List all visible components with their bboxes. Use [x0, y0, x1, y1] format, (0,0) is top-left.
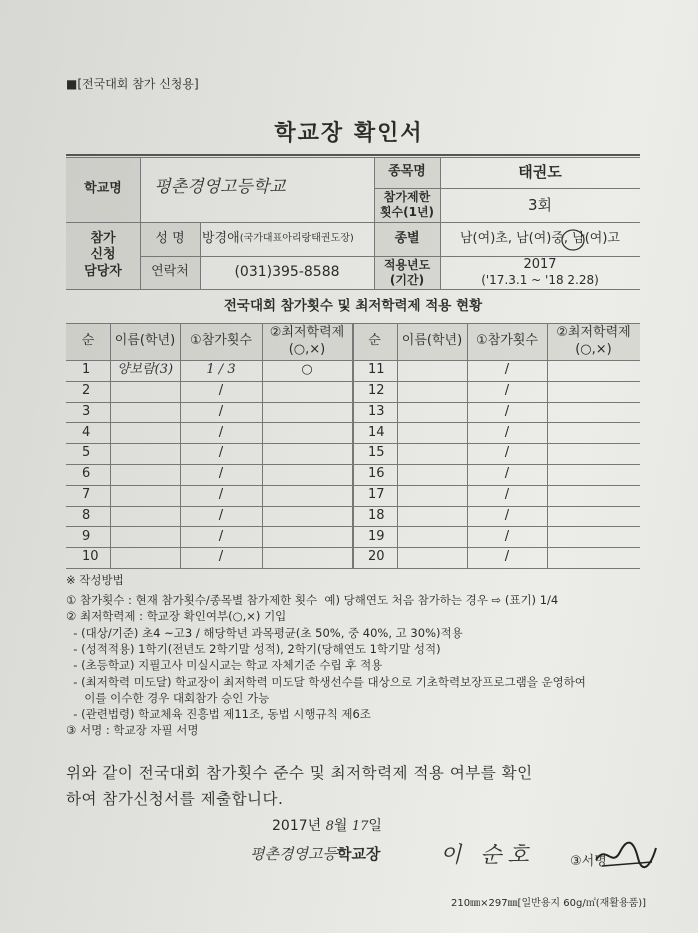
- note-line: - (초등학교) 지필고사 미실시교는 학교 자체기준 수립 후 적용: [66, 658, 383, 672]
- header-count-right: ①참가횟수: [476, 333, 538, 349]
- table-cell-name: [397, 422, 467, 443]
- table-cell-no: 2: [82, 383, 91, 399]
- year-value: 2017: [523, 256, 557, 272]
- note-line: ※ 작성방법: [66, 573, 124, 587]
- table-cell-no: 3: [82, 403, 91, 419]
- table-title: 전국대회 참가횟수 및 최저학력제 적용 현황: [223, 298, 483, 315]
- table-cell-count: /: [504, 549, 510, 565]
- table-cell-count: /: [504, 403, 510, 419]
- table-cell-no: 15: [368, 445, 385, 461]
- event-label: 종목명: [388, 164, 426, 180]
- table-cell-min: [547, 506, 640, 527]
- table-cell-count: /: [218, 466, 224, 482]
- header-min-right: ②최저학력제 (○,×): [556, 325, 631, 357]
- table-cell-min: [547, 526, 640, 547]
- table-cell-name: [397, 402, 467, 423]
- header-no-right: 순: [368, 333, 381, 349]
- note-line: - (관련법령) 학교체육 진흥법 제11조, 동법 시행규칙 제6조: [66, 707, 371, 721]
- table-cell-min: [547, 422, 640, 443]
- table-cell-min: [547, 381, 640, 402]
- note-line: 이를 이수한 경우 대회참가 승인 가능: [66, 691, 270, 705]
- date-day-label: 일: [368, 818, 382, 834]
- table-cell-name: [110, 381, 180, 402]
- table-cell-count: /: [504, 507, 510, 523]
- table-cell-count: /: [504, 487, 510, 503]
- manager-name-note: (국가대표아리랑태권도장): [239, 232, 354, 244]
- table-cell-name: [110, 547, 180, 568]
- table-cell-count: /: [218, 424, 224, 440]
- table-cell-no: 5: [82, 445, 91, 461]
- principal-name-handwritten: 이 순호: [440, 843, 535, 868]
- type-label: 종별: [394, 230, 420, 246]
- year-label: 적용년도 (기간): [383, 257, 431, 287]
- table-cell-no: 13: [368, 403, 385, 419]
- note-line: ① 참가횟수 : 현재 참가횟수/종목별 참가제한 횟수 예) 당해연도 처음 참가하는 경우 ⇨ (표기) 1/4: [66, 593, 559, 607]
- table-cell-min: [547, 443, 640, 464]
- table-cell-min: [262, 443, 352, 464]
- closing-line-2: 하여 참가신청서를 제출합니다.: [66, 790, 284, 808]
- title-rule: [66, 154, 640, 156]
- table-cell-name: [110, 526, 180, 547]
- table-cell-count: /: [218, 403, 224, 419]
- table-cell-name: [110, 485, 180, 506]
- closing-line-1: 위와 같이 전국대회 참가횟수 준수 및 최저학력제 적용 여부를 확인: [66, 764, 533, 782]
- date-year: 2017년: [272, 818, 322, 834]
- note-line: - (대상/기준) 초4 ~고3 / 해당학년 과목평균(초 50%, 중 40%, 고 30%)적용: [66, 626, 463, 640]
- table-cell-count: /: [504, 528, 510, 544]
- table-cell-min: [262, 464, 352, 485]
- table-cell-no: 8: [82, 507, 91, 523]
- table-cell-no: 19: [368, 528, 385, 544]
- date-month-label: 월: [333, 818, 348, 834]
- type-value: 남(여)초, 남(여)중, 남(여)고: [460, 230, 620, 246]
- paper-size-tag: 210㎜×297㎜[일반용지 60g/㎡(재활용품)]: [451, 898, 647, 909]
- table-cell-min: [262, 485, 352, 506]
- school-label: 학교명: [84, 181, 122, 197]
- table-cell-count: /: [218, 383, 224, 399]
- header-name-right: 이름(학년): [401, 333, 463, 349]
- table-cell-name: [397, 506, 467, 527]
- table-cell-count: /: [504, 383, 510, 399]
- date-line: [272, 815, 382, 835]
- table-cell-count: /: [218, 487, 224, 503]
- table-cell-name: [397, 443, 467, 464]
- note-line: - (최저학력 미도달) 학교장이 최저학력 미도달 학생선수를 대상으로 기초학력보장프로그램을 운영하여: [66, 675, 586, 689]
- table-cell-count: /: [218, 549, 224, 565]
- signature-scribble-icon: [592, 838, 662, 874]
- table-cell-name: [397, 381, 467, 402]
- table-cell-name: [397, 360, 467, 381]
- header-name-left: 이름(학년): [114, 333, 176, 349]
- manager-name-label: 성 명: [155, 230, 185, 246]
- seal-number: ③: [570, 854, 582, 869]
- table-cell-name: [397, 547, 467, 568]
- table-cell-name: [110, 506, 180, 527]
- table-cell-count: /: [218, 445, 224, 461]
- table-cell-min: [262, 402, 352, 423]
- table-cell-name: [397, 485, 467, 506]
- principal-line: [250, 843, 380, 864]
- note-line: ② 최저학력제 : 학교장 확인여부(○,×) 기입: [66, 609, 287, 623]
- contact-label: 연락처: [151, 264, 189, 280]
- table-cell-count: /: [504, 466, 510, 482]
- header-no-left: 순: [81, 333, 95, 349]
- table-cell-count: /: [218, 507, 224, 523]
- table-cell-min: [262, 381, 352, 402]
- note-line: - (성적적용) 1학기(전년도 2학기말 성적), 2학기(당해연도 1학기말 성적): [66, 642, 441, 656]
- table-cell-no: 7: [82, 487, 91, 503]
- school-name-signature-handwritten: 평촌경영고등: [250, 845, 337, 863]
- year-period: ('17.3.1 ~ '18 2.28): [481, 273, 599, 287]
- table-cell-min: [547, 402, 640, 423]
- table-cell-count: 1 / 3: [206, 362, 236, 378]
- header-count-left: ①참가횟수: [190, 333, 252, 349]
- form-tag: ■[전국대회 참가 신청용]: [66, 77, 199, 91]
- table-cell-min: [262, 422, 352, 443]
- table-cell-count: /: [504, 424, 510, 440]
- manager-label: 참가 신청 담당자: [84, 231, 122, 279]
- table-cell-no: 12: [368, 383, 385, 399]
- document-title: 학교장 확인서: [274, 121, 424, 146]
- table-cell-no: 17: [368, 487, 385, 503]
- table-cell-min: [547, 360, 640, 381]
- table-cell-count: /: [504, 362, 510, 378]
- table-cell-no: 9: [82, 528, 91, 544]
- table-cell-no: 11: [368, 362, 385, 378]
- contact-value: (031)395-8588: [234, 263, 340, 280]
- table-cell-no: 14: [368, 424, 385, 440]
- table-cell-no: 4: [82, 424, 91, 440]
- table-cell-min: [262, 526, 352, 547]
- table-cell-name: [397, 526, 467, 547]
- table-cell-name: [110, 422, 180, 443]
- header-min-left: ②최저학력제 (○,×): [269, 325, 345, 357]
- manager-name: [200, 222, 376, 256]
- school-name-handwritten: 평촌경영고등학교: [154, 176, 286, 197]
- circle-mark-icon: [560, 228, 586, 252]
- table-cell-no: 1: [82, 362, 91, 378]
- table-cell-min: [547, 464, 640, 485]
- principal-label: 학교장: [336, 845, 381, 863]
- event-value: 태권도: [518, 163, 562, 182]
- table-cell-min: [262, 506, 352, 527]
- table-cell-count: /: [218, 528, 224, 544]
- table-cell-no: 6: [82, 466, 91, 482]
- table-cell-no: 16: [368, 466, 385, 482]
- limit-value: 3회: [527, 195, 553, 214]
- table-cell-no: 20: [368, 549, 385, 565]
- table-cell-no: 10: [82, 549, 99, 565]
- table-cell-name: [110, 443, 180, 464]
- date-month-handwritten: 8: [325, 819, 334, 834]
- table-cell-no: 18: [368, 507, 385, 523]
- table-cell-count: /: [504, 445, 510, 461]
- table-cell-min: ○: [301, 362, 313, 378]
- table-cell-name: [110, 402, 180, 423]
- note-line: ③ 서명 : 학교장 자필 서명: [66, 723, 199, 737]
- table-cell-name: [397, 464, 467, 485]
- signature-label: 서명: [581, 854, 607, 869]
- table-cell-name: [110, 464, 180, 485]
- date-day-handwritten: 17: [351, 819, 369, 834]
- table-cell-min: [547, 547, 640, 568]
- table-cell-min: [547, 485, 640, 506]
- table-cell-min: [262, 547, 352, 568]
- table-cell-name: 양보람(3): [116, 362, 174, 378]
- limit-label: 참가제한 횟수(1년): [379, 190, 435, 219]
- manager-name-value: 방경애: [202, 230, 240, 246]
